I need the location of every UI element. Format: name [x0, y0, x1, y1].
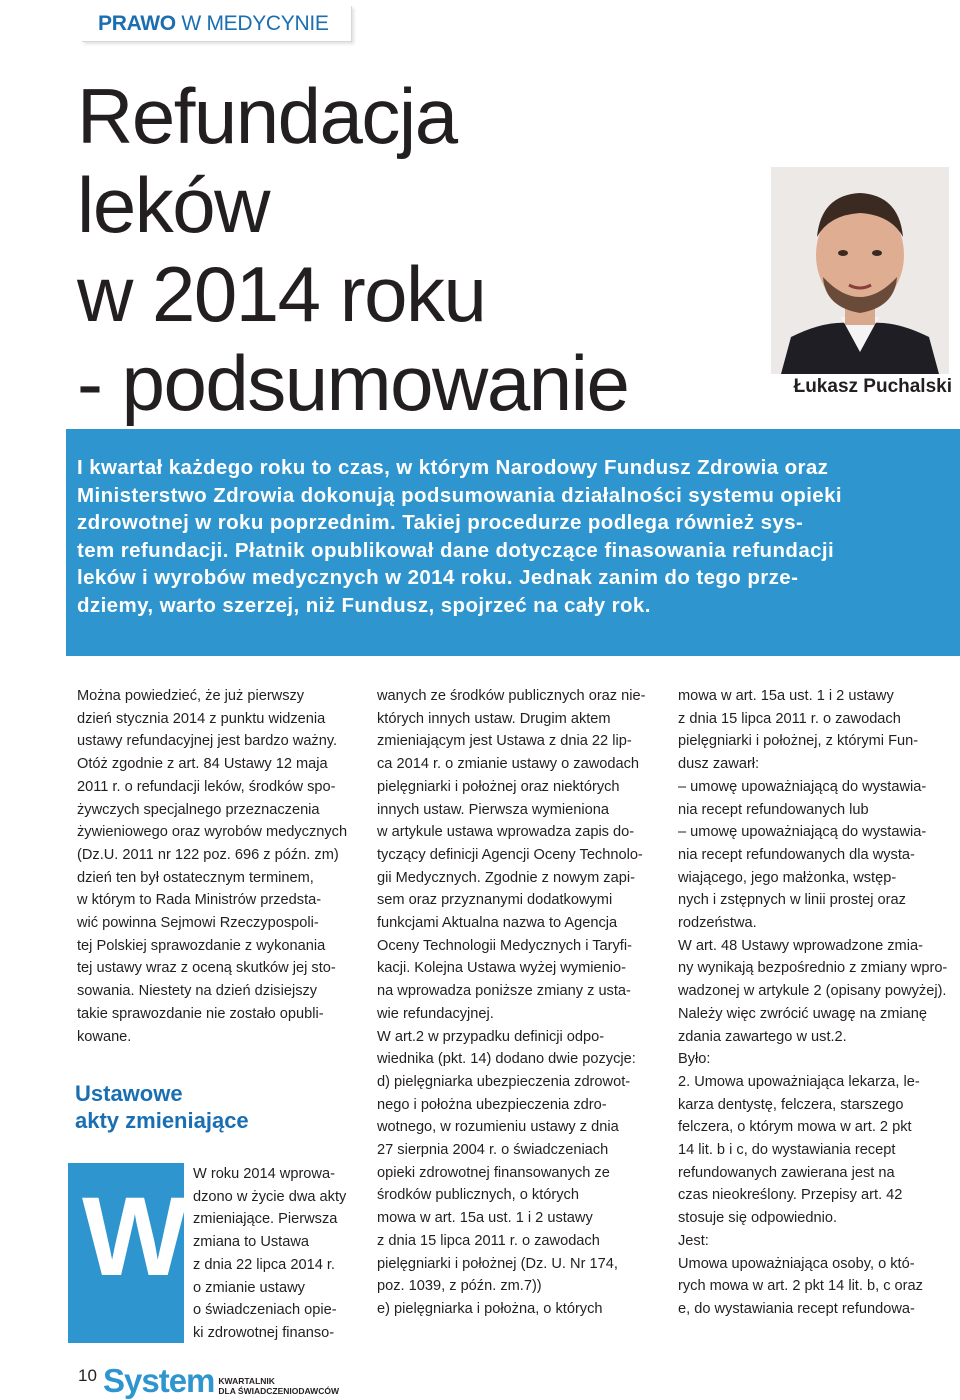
text-line: Należy więc zwrócić uwagę na zmianę: [678, 1005, 928, 1022]
text-line: Otóż zgodnie z art. 84 Ustawy 12 maja: [77, 756, 328, 773]
text-line: opieki zdrowotnej finansowanych ze: [377, 1164, 610, 1181]
text-line: wić powinna Sejmowi Rzeczypospoli-: [77, 915, 319, 932]
section-tab: [82, 6, 352, 42]
text-line: 14 lit. b i c, do wystawiania recept: [678, 1142, 896, 1159]
text-line: zmieniające. Pierwsza: [193, 1211, 338, 1228]
text-line: (Dz.U. 2011 nr 122 poz. 696 z późn. zm): [77, 846, 339, 863]
text-line: dzień ten był ostatecznym terminem,: [77, 869, 314, 886]
text-line: d) pielęgniarka ubezpieczenia zdrowot-: [377, 1073, 631, 1090]
text-line: wiednika (pkt. 14) dodano dwie pozycje:: [377, 1051, 636, 1068]
text-line: e, do wystawiania recept refundowa-: [678, 1300, 915, 1317]
text-line: stosuje się odpowiednio.: [678, 1210, 838, 1227]
text-line: wiającego, jego małżonka, wstęp-: [678, 869, 897, 886]
body-column-1b: [193, 1163, 355, 1345]
text-line: takie sprawozdanie nie zostało opubli-: [77, 1005, 324, 1022]
text-line: żywieniowego oraz wyrobów medycznych: [77, 824, 348, 841]
dropcap-letter: W: [82, 1174, 188, 1299]
text-line: nia recept refundowanych dla wysta-: [678, 846, 915, 863]
text-line: o świadczeniach opie-: [193, 1302, 337, 1319]
text-line: felczera, o którym mowa w art. 2 pkt: [678, 1119, 912, 1136]
text-line: Umowa upoważniająca osoby, o któ-: [678, 1255, 915, 1272]
author-portrait-icon: [771, 167, 949, 374]
text-line: wanych ze środków publicznych oraz nie-: [377, 688, 646, 704]
tagline-line: KWARTALNIK: [218, 1376, 275, 1386]
text-line: gii Medycznych. Zgodnie z nowym zapi-: [377, 869, 635, 886]
text-line: dzono w życie dwa akty: [193, 1188, 347, 1205]
lead-line: tem refundacji. Płatnik opublikował dane dotyczące finasowania refundacji: [77, 538, 835, 562]
text-line: Można powiedzieć, że już pierwszy: [77, 688, 305, 704]
page-number: 10: [78, 1366, 97, 1385]
text-line: nia recept refundowanych lub: [678, 801, 869, 818]
subheading-line: akty zmieniające: [75, 1108, 249, 1133]
text-line: z dnia 15 lipca 2011 r. o zawodach: [678, 710, 901, 727]
text-line: dusz zawarł:: [678, 756, 760, 773]
logo-tagline: [218, 1376, 339, 1396]
article-title: [77, 72, 757, 428]
text-line: rodzeństwa.: [678, 915, 757, 932]
text-line: o zmianie ustawy: [193, 1279, 305, 1296]
text-line: nych i zstępnych w linii prostej oraz: [678, 892, 906, 909]
text-line: Było:: [678, 1051, 711, 1068]
text-line: w którym to Rada Ministrów przedsta-: [77, 892, 322, 909]
text-line: zmieniającym jest Ustawa z dnia 22 lip-: [377, 733, 632, 750]
section-label-bold: PRAWO: [98, 11, 176, 35]
text-line: tyczący definicji Agencji Oceny Technolo-: [377, 846, 643, 863]
lead-line: leków i wyrobów medycznych w 2014 roku. Jednak zanim do tego prze-: [77, 566, 799, 589]
author-photo: [771, 167, 949, 374]
lead-line: zdrowotnej w roku poprzednim. Takiej procedurze podlega również sys-: [77, 511, 804, 534]
text-line: funkcjami Aktualna nazwa to Agencja: [377, 915, 618, 932]
text-line: mowa w art. 15a ust. 1 i 2 ustawy: [678, 688, 894, 704]
subheading-line: Ustawowe: [75, 1081, 183, 1106]
text-line: rych mowa w art. 2 pkt 14 lit. b, c oraz: [678, 1278, 923, 1295]
text-line: ny wynikają bezpośrednio z zmiany wpro-: [678, 960, 948, 977]
text-line: w artykule ustawa wprowadza zapis do-: [377, 824, 635, 841]
body-column-2: [377, 685, 662, 1321]
text-line: 27 sierpnia 2004 r. o świadczeniach: [377, 1142, 609, 1159]
text-line: kowane.: [77, 1028, 132, 1045]
text-line: W roku 2014 wprowa-: [193, 1166, 335, 1182]
author-name: Łukasz Puchalski: [793, 376, 952, 397]
text-line: zmiana to Ustawa: [193, 1234, 309, 1251]
text-line: wadzonej w artykule 2 (opisany powyżej).: [678, 983, 947, 1000]
text-line: tej ustawy wraz z oceną skutków jej sto-: [77, 960, 336, 977]
title-line: - podsumowanie: [77, 339, 629, 427]
text-line: wie refundacyjnej.: [377, 1005, 494, 1022]
text-line: W art.2 w przypadku definicji odpo-: [377, 1028, 605, 1045]
section-label-rest: W MEDYCYNIE: [181, 11, 329, 35]
lead-line: Ministerstwo Zdrowia dokonują podsumowania działalności systemu opieki: [77, 483, 842, 507]
text-line: Oceny Technologii Medycznych i Taryfi-: [377, 937, 632, 954]
text-line: innych ustaw. Pierwsza wymieniona: [377, 801, 609, 818]
text-line: sowania. Niestety na dzień dzisiejszy: [77, 983, 318, 1000]
text-line: Jest:: [678, 1232, 709, 1249]
text-line: refundowanych zawierana jest na: [678, 1164, 895, 1181]
text-line: poz. 1039, z późn. zm.7)): [377, 1278, 542, 1295]
text-line: pielęgniarki i położnej (Dz. U. Nr 174,: [377, 1255, 618, 1272]
dropcap-box: [68, 1163, 188, 1343]
text-line: sem oraz przyznanymi dodatkowymi: [377, 892, 613, 909]
text-line: e) pielęgniarka i położna, o których: [377, 1300, 603, 1317]
text-line: ca 2014 r. o zmianie ustawy o zawodach: [377, 756, 640, 773]
title-line: leków: [77, 161, 269, 249]
title-line: Refundacja: [77, 72, 457, 160]
text-line: środków publicznych, o których: [377, 1187, 579, 1204]
text-line: pielęgniarki i położnej oraz niektórych: [377, 778, 620, 795]
text-line: W art. 48 Ustawy wprowadzone zmia-: [678, 937, 923, 954]
text-line: czas nieokreślony. Przepisy art. 42: [678, 1187, 903, 1204]
text-line: zdania zawartego w ust.2.: [678, 1028, 847, 1045]
text-line: – umowę upoważniającą do wystawia-: [678, 824, 927, 841]
text-line: z dnia 22 lipca 2014 r.: [193, 1256, 335, 1273]
text-line: mowa w art. 15a ust. 1 i 2 ustawy: [377, 1210, 593, 1227]
logo-wordmark: System: [103, 1362, 215, 1399]
tagline-line: DLA ŚWIADCZENIODAWCÓW: [218, 1386, 339, 1396]
text-line: 2011 r. o refundacji leków, środków spo-: [77, 778, 336, 795]
text-line: dzień stycznia 2014 z punktu widzenia: [77, 710, 326, 727]
title-line: w 2014 roku: [77, 250, 486, 338]
text-line: ki zdrowotnej finanso-: [193, 1324, 335, 1341]
text-line: karza dentystę, felczera, starszego: [678, 1096, 904, 1113]
text-line: żywczych specjalnego przeznaczenia: [77, 801, 320, 818]
lead-line: dziemy, warto szerzej, niż Fundusz, spojrzeć na cały rok.: [77, 593, 651, 617]
text-line: na wprowadza poniższe zmiany z usta-: [377, 983, 631, 1000]
text-line: z dnia 15 lipca 2011 r. o zawodach: [377, 1232, 600, 1249]
body-column-1: [77, 685, 367, 1048]
text-line: ustawy refundacyjnej jest bardzo ważny.: [77, 733, 338, 750]
magazine-logo: [103, 1358, 339, 1400]
text-line: nego i położna ubezpieczenia zdro-: [377, 1096, 607, 1113]
text-line: których innych ustaw. Drugim aktem: [377, 710, 611, 727]
text-line: pielęgniarki i położnej, z którymi Fun-: [678, 733, 919, 750]
text-line: wotnego, w rozumieniu ustawy z dnia: [377, 1119, 619, 1136]
lead-text: [77, 454, 957, 619]
body-column-3: [678, 685, 960, 1321]
text-line: – umowę upoważniającą do wystawia-: [678, 778, 927, 795]
text-line: kacji. Kolejna Ustawa wyżej wymienio-: [377, 960, 626, 977]
text-line: tej Polskiej sprawozdanie z wykonania: [77, 937, 326, 954]
lead-line: I kwartał każdego roku to czas, w którym Narodowy Fundusz Zdrowia oraz: [77, 456, 829, 479]
text-line: 2. Umowa upoważniająca lekarza, le-: [678, 1073, 920, 1090]
section-subheading: [75, 1080, 355, 1134]
